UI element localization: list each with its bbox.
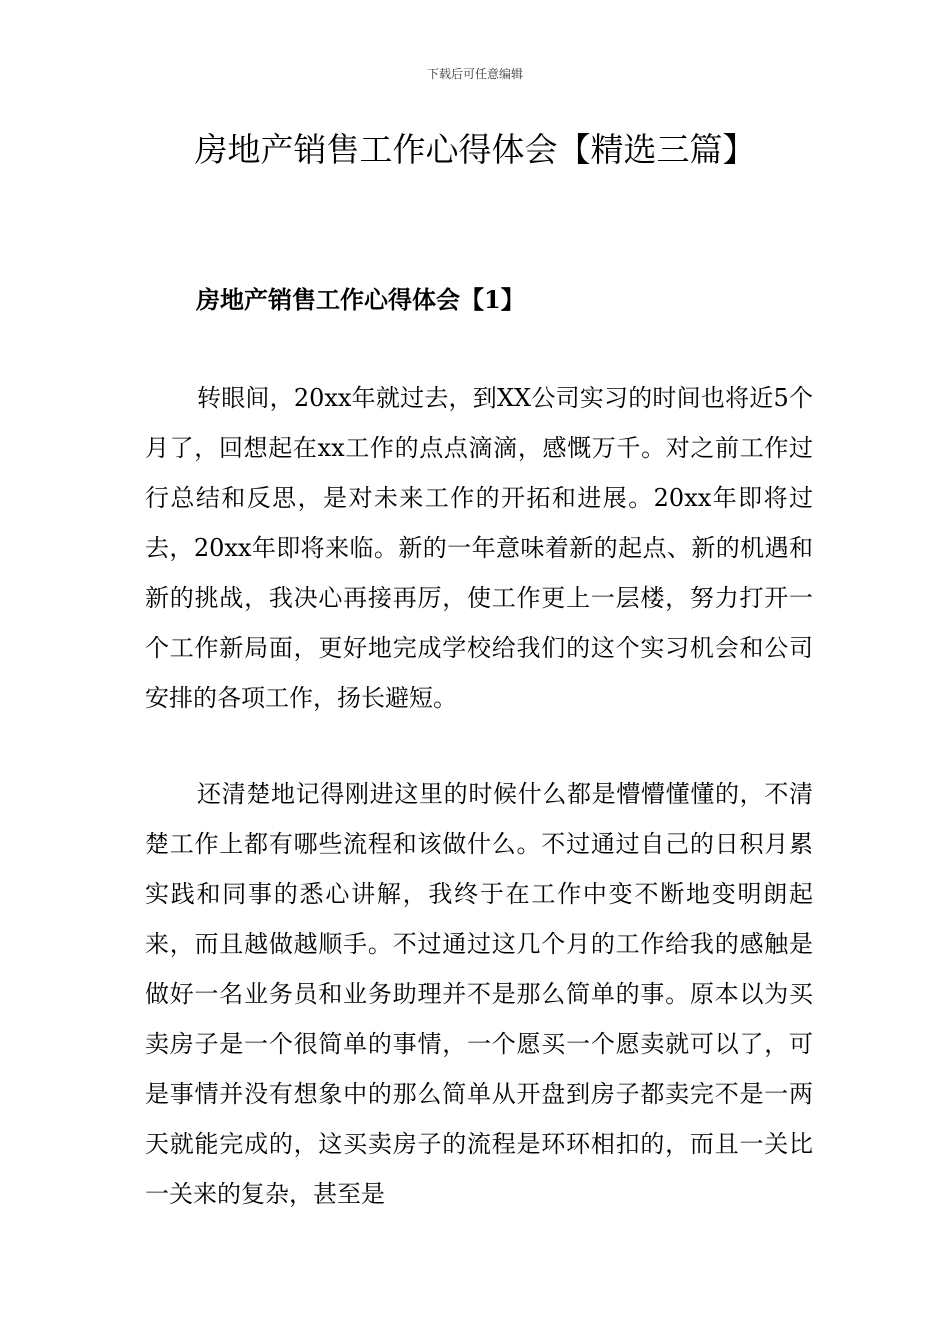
paragraph-1: 转眼间，20xx年就过去，到XX公司实习的时间也将近5个月了，回想起在xx工作的点点滴滴，感慨万千。对之前工作过行总结和反思，是对未来工作的开拓和进展。20xx年即将过去，20xx年即将来临。新的一年意味着新的起点、新的机遇和新的挑战，我决心再接再厉，使工作更上一层楼，努力打开一个工作新局面，更好地完成学校给我们的这个实习机会和公司安排的各项工作，扬长避短。 xyxy=(145,384,813,712)
paragraph-2: 还清楚地记得刚进这里的时候什么都是懵懵懂懂的，不清楚工作上都有哪些流程和该做什么。不过通过自己的日积月累实践和同事的悉心讲解，我终于在工作中变不断地变明朗起来，而且越做越顺手。不过通过这几个月的工作给我的感触是做好一名业务员和业务助理并不是那么简单的事。原本以为买卖房子是一个很简单的事情，一个愿买一个愿卖就可以了，可是事情并没有想象中的那么简单从开盘到房子都卖完不是一两天就能完成的，这买卖房子的流程是环环相扣的，而且一关比一关来的复杂，甚至是 xyxy=(145,780,813,1208)
section-heading: 房地产销售工作心得体会【1】 xyxy=(196,285,525,314)
document-title: 房地产销售工作心得体会【精选三篇】 xyxy=(194,130,756,169)
header-note: 下载后可任意编辑 xyxy=(426,67,523,81)
